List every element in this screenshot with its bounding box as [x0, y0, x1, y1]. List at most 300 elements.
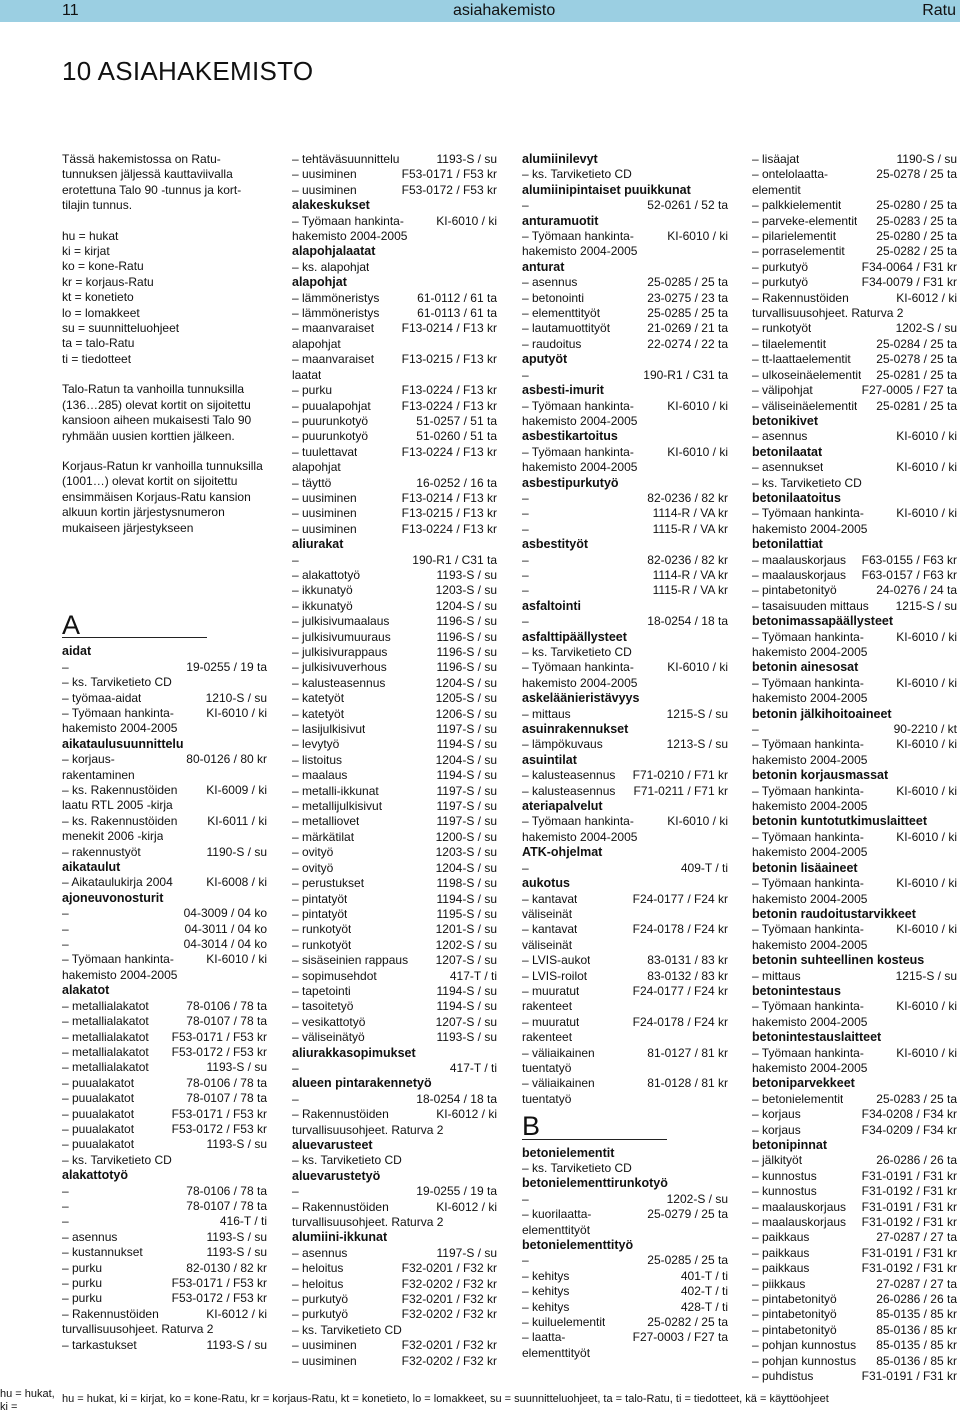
entry-reference: F13-0224 / F13 kr [401, 444, 497, 459]
entry-text: – [522, 506, 529, 521]
entry-reference: F31-0191 / F31 kr [861, 1369, 957, 1384]
index-headword: asbestipurkutyö [522, 475, 619, 490]
index-entry [752, 368, 957, 383]
entry-text: – paikkaus [752, 1230, 810, 1245]
entry-text: – metalliovet [292, 814, 360, 829]
index-entry [292, 1215, 497, 1230]
abbreviation-item: ti = tiedotteet [62, 351, 132, 366]
index-entry [752, 999, 957, 1014]
index-entry [292, 1292, 497, 1307]
entry-text: – Aikataulukirja 2004 [62, 875, 173, 890]
index-entry [62, 1060, 267, 1075]
entry-reference: 85-0135 / 85 kr [876, 1338, 957, 1353]
index-entry [62, 1076, 267, 1091]
entry-text: – maalauskorjaus [752, 1199, 847, 1214]
entry-text: – muuratut [522, 1014, 580, 1029]
abbreviation-item: lo = lomakkeet [62, 305, 140, 320]
index-entry [292, 152, 497, 167]
index-entry [292, 291, 497, 306]
entry-text: – [522, 1191, 529, 1206]
entry-reference: 1196-S / su [436, 645, 497, 659]
entry-reference: 81-0127 / 81 kr [647, 1045, 728, 1060]
index-entry [292, 214, 497, 229]
entry-text: – ks. Rakennustöiden [62, 813, 178, 828]
entry-text: – purku [62, 1260, 103, 1275]
index-entry [522, 291, 728, 306]
index-entries-a [62, 644, 267, 1353]
index-entry [62, 1030, 267, 1045]
index-entry [62, 1261, 267, 1276]
index-entry [752, 1200, 957, 1215]
entry-text: – väliaikainen [522, 1076, 595, 1091]
entry-text: – tasaisuuden mittaus [752, 598, 869, 613]
entry-reference: 417-T / ti [449, 968, 497, 983]
index-entry [752, 383, 957, 398]
entry-text: hakemisto 2004-2005 [752, 1014, 868, 1029]
entry-reference: F71-0211 / F71 kr [633, 783, 728, 798]
entry-text: – puualakatot [62, 1091, 135, 1106]
index-entry [752, 198, 957, 213]
index-entry [522, 984, 728, 999]
entry-text: – asennus [292, 1245, 348, 1260]
entry-reference: KI-6010 / ki [667, 814, 728, 829]
entry-reference: 1197-S / su [436, 783, 497, 798]
index-entry [62, 845, 267, 860]
index-entry [752, 291, 957, 306]
entry-text: – Työmaan hankinta- [62, 952, 174, 967]
entry-reference: 25-0279 / 25 ta [647, 1207, 728, 1222]
letter-heading-b: B [522, 1119, 667, 1139]
entry-text: – uusiminen [292, 521, 357, 536]
entry-text: – tuulettavat [292, 444, 358, 459]
entry-reference: KI-6010 / ki [206, 705, 267, 720]
entry-text: – työmaa-aidat [62, 690, 142, 705]
entry-text: – kustannukset [62, 1245, 143, 1260]
entry-text: menekit 2006 -kirja [62, 829, 164, 844]
entry-text: – ks. Rakennustöiden [62, 783, 178, 797]
entry-text: – kantavat [522, 891, 578, 906]
index-entry [292, 491, 497, 506]
index-entry [62, 691, 267, 706]
entry-reference: KI-6011 / ki [207, 813, 267, 828]
entry-text: – lämmöneristys [292, 306, 380, 321]
entry-reference: 1215-S / su [666, 706, 728, 721]
entry-reference: 83-0132 / 83 kr [647, 968, 728, 983]
index-entry [62, 937, 267, 952]
entry-text: – metallialakatot [62, 1060, 149, 1075]
entry-text: – Työmaan hankinta- [522, 660, 634, 675]
entry-text: – elementtityöt [522, 306, 601, 321]
index-entry [62, 1245, 267, 1260]
index-entry [292, 938, 497, 953]
entry-text: – Työmaan hankinta- [522, 814, 634, 829]
entry-text: – runkotyöt [752, 321, 812, 336]
index-entry [752, 1015, 957, 1030]
entry-text: hakemisto 2004-2005 [752, 845, 868, 860]
entry-text: – ks. Tarviketieto CD [522, 1161, 632, 1175]
index-entry [292, 799, 497, 814]
index-headword: betonin ainesosat [752, 660, 859, 675]
entry-reference: KI-6010 / ki [667, 398, 728, 413]
index-entry [752, 399, 957, 414]
entry-text: hakemisto 2004-2005 [752, 937, 868, 952]
entry-reference: 1115-R / VA kr [652, 521, 728, 536]
entry-text: – [62, 659, 69, 674]
index-entry [292, 984, 497, 999]
index-headword: aukotus [522, 876, 570, 891]
entry-text: – [752, 722, 759, 737]
entry-text: – Työmaan hankinta- [522, 398, 634, 413]
index-entry [292, 1246, 497, 1261]
entry-reference: 1193-S / su [206, 1229, 267, 1244]
entry-text: – uusiminen [292, 490, 357, 505]
index-entry [752, 938, 957, 953]
entry-reference: F13-0214 / F13 kr [401, 321, 497, 336]
entry-text: – katetyöt [292, 706, 345, 721]
index-entry [522, 1315, 728, 1330]
index-entry [292, 1338, 497, 1353]
entry-reference: 81-0128 / 81 kr [647, 1076, 728, 1091]
index-entry [292, 907, 497, 922]
entry-reference: F31-0191 / F31 kr [861, 1168, 957, 1183]
entry-reference: KI-6010 / ki [896, 737, 957, 752]
letter-heading-a: A [62, 618, 207, 638]
entry-text: – kuorilaatta- [522, 1207, 592, 1222]
index-entry [752, 476, 957, 491]
entry-reference: 428-T / ti [680, 1299, 728, 1314]
entry-text: – Työmaan hankinta- [752, 999, 864, 1014]
index-entry [522, 167, 728, 182]
entry-text: – pintabetonityö [752, 1307, 837, 1322]
index-entry [292, 306, 497, 321]
index-entry [522, 768, 728, 783]
entry-reference: KI-6010 / ki [436, 213, 497, 228]
entry-text: – [292, 1091, 299, 1106]
entry-reference: KI-6010 / ki [667, 229, 728, 244]
index-entry [752, 229, 957, 244]
index-entry [752, 599, 957, 614]
entry-text: – tapetointi [292, 983, 351, 998]
index-entry [522, 1030, 728, 1045]
index-entry [292, 614, 497, 629]
entry-text: – metallialakatot [62, 1029, 149, 1044]
index-entry [292, 645, 497, 660]
index-headword: betonin kuntotutkimuslaitteet [752, 814, 927, 829]
entry-reference: 1215-S / su [895, 598, 957, 613]
entry-reference: 24-0276 / 24 ta [876, 583, 957, 598]
index-entry [752, 460, 957, 475]
index-entry [752, 337, 957, 352]
entry-reference: 1197-S / su [436, 722, 497, 737]
entry-text: – maalauskorjaus [752, 552, 847, 567]
entry-text: hakemisto 2004-2005 [522, 244, 638, 259]
index-column-2 [292, 152, 497, 1369]
index-entry [62, 1230, 267, 1245]
index-headword: betonikivet [752, 413, 818, 428]
entry-text: – asennukset [752, 460, 824, 475]
entry-reference: F27-0005 / F27 ta [861, 383, 957, 398]
index-headword: alueen pintarakennetyö [292, 1076, 432, 1091]
entry-text: elementit [752, 182, 801, 197]
entry-text: – katetyöt [292, 691, 345, 706]
entry-text: – [522, 490, 529, 505]
entry-reference: KI-6012 / ki [436, 1199, 497, 1214]
entry-text: rakenteet [522, 999, 573, 1014]
entry-reference: 26-0286 / 26 ta [876, 1292, 957, 1307]
index-entry [522, 368, 728, 383]
entry-reference: 25-0282 / 25 ta [647, 1315, 728, 1330]
entry-text: alapohjat [292, 336, 341, 351]
entry-text: hakemisto 2004-2005 [522, 413, 638, 428]
entry-text: – jälkityöt [752, 1153, 803, 1168]
index-headword: ATK-ohjelmat [522, 845, 603, 860]
index-entry [292, 321, 497, 336]
entry-reference: F13-0215 / F13 kr [401, 506, 497, 521]
entry-reference: 1207-S / su [435, 1014, 497, 1029]
index-entry [62, 1153, 267, 1168]
index-headword: betonin korjausmassat [752, 768, 889, 783]
entry-text: – Rakennustöiden [62, 1306, 159, 1321]
entry-text: – sisäseinien rappaus [292, 953, 409, 968]
entry-text: rakentaminen [62, 767, 135, 782]
index-entry [292, 1015, 497, 1030]
entry-reference: 1202-S / su [666, 1191, 728, 1206]
entry-text: – uusiminen [292, 167, 357, 182]
index-entry [292, 1184, 497, 1199]
index-headword: asbestityöt [522, 537, 588, 552]
index-entry [752, 753, 957, 768]
index-entry [62, 1291, 267, 1306]
index-headword: betonin jälkihoitoaineet [752, 706, 892, 721]
entry-text: – [522, 614, 529, 629]
index-entry [292, 845, 497, 860]
entry-text: turvallisuusohjeet. Raturva 2 [62, 1322, 214, 1337]
index-entry [752, 183, 957, 198]
entry-reference: 417-T / ti [449, 1060, 497, 1075]
index-headword: askeläänieristävyys [522, 691, 640, 706]
entry-text: – tarkastukset [62, 1337, 137, 1352]
index-entry [62, 1322, 267, 1337]
index-entry [292, 861, 497, 876]
index-entry [752, 1338, 957, 1353]
index-entry [752, 1292, 957, 1307]
entry-reference: 1203-S / su [435, 583, 497, 598]
entry-reference: 1196-S / su [436, 614, 497, 629]
index-headword: aikataulut [62, 860, 121, 875]
index-headword: betonintestauslaitteet [752, 1030, 882, 1045]
entry-text: – ks. Tarviketieto CD [522, 167, 632, 182]
index-entry [522, 553, 728, 568]
index-entry [752, 1184, 957, 1199]
index-entry [292, 399, 497, 414]
entry-text: – metallijulkisivut [292, 799, 383, 814]
abbreviation-item: kr = korjaus-Ratu [62, 274, 154, 289]
entry-text: – kalusteasennus [522, 768, 616, 783]
entry-reference: 1201-S / su [435, 922, 497, 937]
entry-text: – metallialakatot [62, 1044, 149, 1059]
entry-reference: F24-0177 / F24 kr [632, 891, 728, 906]
index-entry [522, 1061, 728, 1076]
entry-reference: 51-0257 / 51 ta [416, 413, 497, 428]
index-entry [752, 429, 957, 444]
index-entry [752, 845, 957, 860]
index-entry [62, 1214, 267, 1229]
entry-reference: 80-0126 / 80 kr [186, 752, 267, 767]
entry-reference: 85-0136 / 85 kr [876, 1322, 957, 1337]
entry-text: – [522, 367, 529, 382]
entry-text: – maanvaraiset [292, 352, 375, 367]
index-entry [62, 768, 267, 783]
index-entry [752, 722, 957, 737]
entry-text: – puualakatot [62, 1106, 135, 1121]
index-entry [292, 583, 497, 598]
entry-reference: KI-6008 / ki [206, 875, 267, 890]
entry-text: – pohjan kunnostus [752, 1338, 857, 1353]
entry-reference: 1215-S / su [895, 968, 957, 983]
index-headword: betonilattiat [752, 537, 823, 552]
abbreviation-item: hu = hukat [62, 228, 119, 243]
index-entry [752, 645, 957, 660]
index-entry [522, 568, 728, 583]
abbreviation-item: ta = talo-Ratu [62, 336, 135, 351]
entry-reference: KI-6012 / ki [896, 290, 957, 305]
entry-reference: 1194-S / su [436, 999, 497, 1014]
entry-reference: 1193-S / su [206, 1137, 267, 1152]
entry-reference: 22-0274 / 22 ta [647, 336, 728, 351]
entry-reference: 78-0106 / 78 ta [186, 1183, 267, 1198]
index-entry [292, 476, 497, 491]
entry-reference: 25-0278 / 25 ta [876, 167, 957, 182]
entry-reference: F32-0202 / F32 kr [401, 1276, 497, 1291]
entry-reference: 82-0130 / 82 kr [186, 1260, 267, 1275]
entry-text: – ikkunatyö [292, 583, 353, 598]
entry-reference: 82-0236 / 82 kr [647, 490, 728, 505]
entry-text: tuentatyö [522, 1060, 572, 1075]
entry-reference: 04-3009 / 04 ko [183, 906, 267, 921]
entry-reference: KI-6010 / ki [896, 675, 957, 690]
index-column-1 [62, 152, 267, 1353]
entry-text: – Työmaan hankinta- [752, 1045, 864, 1060]
index-entry [752, 568, 957, 583]
entry-reference: 1196-S / su [436, 629, 497, 644]
entry-reference: F53-0172 / F53 kr [171, 1121, 267, 1136]
index-entry [522, 938, 728, 953]
index-entry [522, 1253, 728, 1268]
side-legend: hu = hukat, ki = [0, 1388, 55, 1413]
index-entry [522, 321, 728, 336]
index-entry [292, 599, 497, 614]
entry-reference: KI-6009 / ki [206, 783, 267, 797]
index-entry [752, 522, 957, 537]
entry-text: – pintatyöt [292, 906, 348, 921]
index-entry [292, 460, 497, 475]
index-entry [62, 906, 267, 921]
entry-text: – kalusteasennus [522, 783, 616, 798]
entry-reference: 402-T / ti [680, 1284, 728, 1299]
entry-text: – märkätilat [292, 829, 355, 844]
index-entry [292, 1323, 497, 1338]
entry-text: – [522, 567, 529, 582]
entry-reference: 26-0286 / 26 ta [876, 1153, 957, 1168]
index-entry [522, 707, 728, 722]
entry-reference: 1193-S / su [436, 567, 497, 582]
index-entry [292, 383, 497, 398]
index-headword: alakeskukset [292, 198, 370, 213]
entry-reference: F53-0171 / F53 kr [171, 1276, 267, 1290]
entry-text: – runkotyöt [292, 937, 352, 952]
entry-reference: 1194-S / su [436, 983, 497, 998]
index-entry [292, 969, 497, 984]
index-entry [292, 445, 497, 460]
entry-text: – lisäajat [752, 152, 800, 166]
index-entry [62, 814, 267, 829]
entry-reference: 25-0281 / 25 ta [876, 367, 957, 382]
index-entry [292, 999, 497, 1014]
entry-text: – kalusteasennus [292, 675, 386, 690]
index-entry [62, 952, 267, 967]
entry-reference: KI-6010 / ki [896, 1045, 957, 1060]
index-headword: betonielementtirunkotyö [522, 1176, 668, 1191]
entry-reference: F31-0192 / F31 kr [861, 1261, 957, 1276]
intro-paragraph-1: Tässä hakemistossa on Ratu-tunnuksen jäljessä kauttaviivalla erotettuna Talo 90 -tunnus ja kort-tilajin tunnus. [62, 152, 242, 213]
index-entry [752, 969, 957, 984]
entry-reference: 19-0255 / 19 ta [416, 1184, 497, 1199]
entry-text: – metalli-ikkunat [292, 783, 379, 798]
index-column-3 [522, 152, 728, 1361]
entry-reference: 21-0269 / 21 ta [647, 321, 728, 336]
entry-reference: 190-R1 / C31 ta [412, 552, 497, 567]
entry-reference: F71-0210 / F71 kr [632, 768, 728, 783]
entry-text: – väliseinätyö [292, 1030, 365, 1045]
index-column-4 [752, 152, 957, 1385]
entry-text: – purku [62, 1276, 103, 1290]
entry-reference: KI-6010 / ki [206, 952, 267, 967]
entry-text: – kehitys [522, 1299, 570, 1314]
entry-text: – palkkielementit [752, 198, 842, 213]
index-entry [62, 721, 267, 736]
entry-reference: 1202-S / su [435, 937, 497, 952]
entry-text: – [62, 1214, 69, 1229]
index-entry [292, 1061, 497, 1076]
entry-reference: 1114-R / VA kr [652, 567, 728, 582]
index-entry [62, 752, 267, 767]
index-headword: betoniparvekkeet [752, 1076, 855, 1091]
entry-text: hakemisto 2004-2005 [522, 460, 638, 475]
entry-reference: 25-0278 / 25 ta [876, 352, 957, 367]
index-headword: ajoneuvonosturit [62, 890, 164, 905]
entry-text: – Rakennustöiden [292, 1199, 389, 1214]
index-entry [292, 753, 497, 768]
index-entry [62, 675, 267, 690]
entry-reference: 27-0287 / 27 ta [876, 1230, 957, 1245]
entry-text: hakemisto 2004-2005 [752, 799, 868, 814]
index-headword: asfalttipäällysteet [522, 629, 627, 644]
index-entry [292, 414, 497, 429]
entry-text: – Työmaan hankinta- [292, 213, 404, 228]
index-headword: aidat [62, 644, 92, 659]
entry-reference: 61-0113 / 61 ta [417, 306, 497, 321]
entry-reference: 1193-S / su [436, 152, 497, 166]
entry-reference: 16-0252 / 16 ta [416, 475, 497, 490]
index-headword: alapohjalaatat [292, 244, 376, 259]
index-entry [62, 1276, 267, 1291]
entry-text: – kehitys [522, 1268, 570, 1283]
entry-text: – levytyö [292, 737, 340, 752]
entry-text: elementtityöt [522, 1222, 591, 1237]
index-headword: aliurakat [292, 537, 344, 552]
index-entries [522, 152, 728, 1107]
index-entry [292, 722, 497, 737]
